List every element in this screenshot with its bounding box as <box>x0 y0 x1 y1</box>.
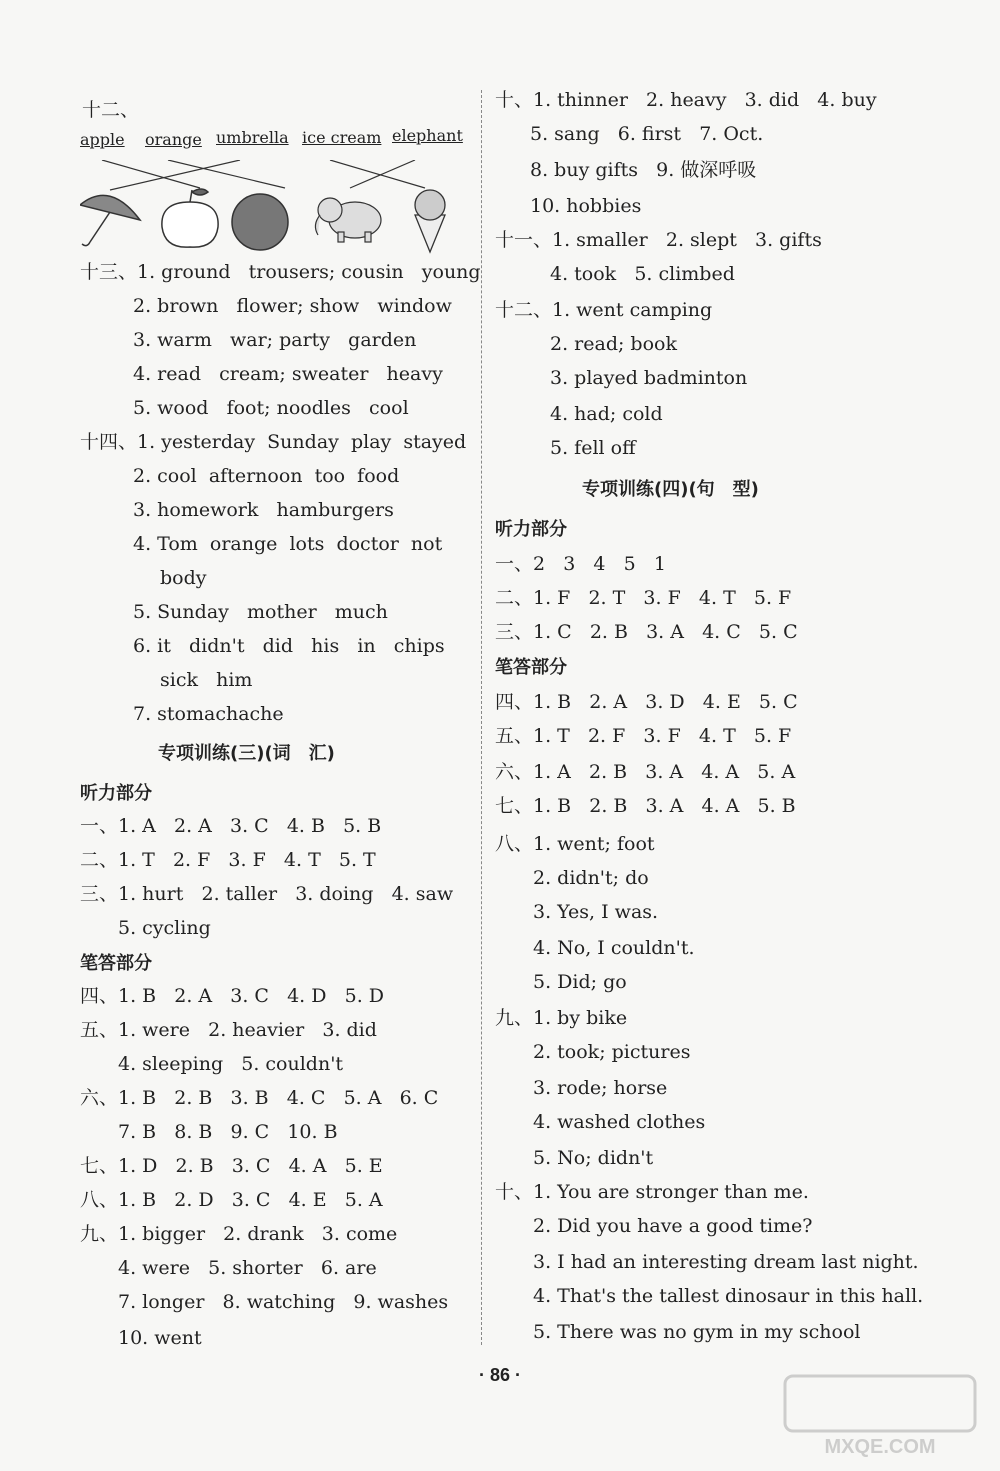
answer-line: 四、1. B 2. A 3. D 4. E 5. C <box>495 691 798 713</box>
answer-line: 四、1. B 2. A 3. C 4. D 5. D <box>80 985 385 1007</box>
section-title-4: 专项训练(四)(句 型) <box>582 479 759 500</box>
answer-line: 八、1. B 2. D 3. C 4. E 5. A <box>80 1189 383 1211</box>
answer-line: 3. rode; horse <box>533 1077 668 1099</box>
page-number: · 86 · <box>478 1365 521 1385</box>
listening-heading-right: 听力部分 <box>495 519 567 540</box>
answer-line: 八、1. went; foot <box>495 833 655 855</box>
answer-line: 5. sang 6. first 7. Oct. <box>530 123 764 145</box>
answer-line: 3. Yes, I was. <box>533 901 659 923</box>
section-12-heading: 十二、 <box>82 99 140 121</box>
answer-line: 4. washed clothes <box>533 1111 706 1133</box>
answer-line: body <box>160 567 207 589</box>
answer-line: 4. read cream; sweater heavy <box>133 363 443 385</box>
answer-line: 4. That's the tallest dinosaur in this hall. <box>533 1285 924 1307</box>
answer-line: 五、1. were 2. heavier 3. did <box>80 1019 377 1041</box>
answer-line: 7. longer 8. watching 9. washes <box>118 1291 449 1313</box>
answer-line: 8. buy gifts 9. 做深呼吸 <box>530 159 757 181</box>
answer-line: 5. cycling <box>118 917 211 939</box>
answer-line: 一、2 3 4 5 1 <box>495 553 666 575</box>
answer-line: 七、1. B 2. B 3. A 4. A 5. B <box>495 795 796 817</box>
matching-lines <box>102 160 425 190</box>
answer-line: 十、1. thinner 2. heavy 3. did 4. buy <box>495 89 877 111</box>
answer-line: 3. homework hamburgers <box>133 499 394 521</box>
answer-line: 10. went <box>118 1327 202 1349</box>
answer-line: 4. had; cold <box>550 403 663 425</box>
writing-heading-left: 笔答部分 <box>80 953 152 974</box>
answer-line: 3. I had an interesting dream last night. <box>533 1251 919 1273</box>
answer-line: 3. played badminton <box>550 367 748 389</box>
answer-line: 三、1. hurt 2. taller 3. doing 4. saw <box>80 883 454 905</box>
answer-line: 3. warm war; party garden <box>133 329 417 351</box>
answer-line: 三、1. C 2. B 3. A 4. C 5. C <box>495 621 798 643</box>
answer-line: 六、1. A 2. B 3. A 4. A 5. A <box>495 761 796 783</box>
elephant-icon <box>315 198 381 242</box>
word-apple: apple <box>80 130 125 149</box>
answer-line: 2. cool afternoon too food <box>133 465 400 487</box>
answer-line: 4. No, I couldn't. <box>533 937 695 959</box>
answer-line: 4. Tom orange lots doctor not <box>133 533 443 555</box>
svg-text:MXQE.COM: MXQE.COM <box>824 1436 936 1458</box>
word-umbrella: umbrella <box>216 128 289 147</box>
answer-line: 十三、1. ground trousers; cousin young <box>80 261 481 283</box>
answer-line: 2. didn't; do <box>533 867 649 889</box>
answer-line: 5. fell off <box>550 437 636 459</box>
answer-line: 6. it didn't did his in chips <box>133 635 445 657</box>
answer-line: 2. took; pictures <box>533 1041 691 1063</box>
answer-line: 5. wood foot; noodles cool <box>133 397 409 419</box>
answer-line: 一、1. A 2. A 3. C 4. B 5. B <box>80 815 382 837</box>
word-elephant: elephant <box>392 126 463 145</box>
ice-cream-icon <box>415 190 445 252</box>
matching-pictures <box>80 160 460 255</box>
answer-line: 5. Did; go <box>533 971 627 993</box>
answer-line: 十、1. You are stronger than me. <box>495 1181 809 1203</box>
answer-line: 二、1. F 2. T 3. F 4. T 5. F <box>495 587 792 609</box>
answer-line: 九、1. bigger 2. drank 3. come <box>80 1223 398 1245</box>
answer-line: 5. There was no gym in my school <box>533 1321 861 1343</box>
answer-line: 五、1. T 2. F 3. F 4. T 5. F <box>495 725 792 747</box>
answer-line: 2. Did you have a good time? <box>533 1215 813 1237</box>
word-ice-cream: ice cream <box>302 128 382 147</box>
writing-heading-right: 笔答部分 <box>495 657 567 678</box>
answer-line: 5. Sunday mother much <box>133 601 388 623</box>
apple-icon <box>162 189 218 247</box>
answer-line: 7. stomachache <box>133 703 284 725</box>
answer-line: 4. took 5. climbed <box>550 263 735 285</box>
answer-line: 2. read; book <box>550 333 677 355</box>
orange-icon <box>232 194 288 250</box>
answer-line: 七、1. D 2. B 3. C 4. A 5. E <box>80 1155 383 1177</box>
answer-line: 十四、1. yesterday Sunday play stayed <box>80 431 467 453</box>
answer-line: 二、1. T 2. F 3. F 4. T 5. T <box>80 849 376 871</box>
answer-line: 九、1. by bike <box>495 1007 628 1029</box>
column-divider <box>481 90 482 1345</box>
section-title-3: 专项训练(三)(词 汇) <box>158 743 335 764</box>
umbrella-icon <box>80 195 140 245</box>
word-orange: orange <box>145 130 202 149</box>
answer-line: 10. hobbies <box>530 195 642 217</box>
answer-line: sick him <box>160 669 253 691</box>
answer-line: 4. sleeping 5. couldn't <box>118 1053 344 1075</box>
answer-line: 7. B 8. B 9. C 10. B <box>118 1121 338 1143</box>
answer-line: 六、1. B 2. B 3. B 4. C 5. A 6. C <box>80 1087 439 1109</box>
answer-line: 十二、1. went camping <box>495 299 713 321</box>
listening-heading-left: 听力部分 <box>80 783 152 804</box>
answer-line: 4. were 5. shorter 6. are <box>118 1257 377 1279</box>
answer-line: 2. brown flower; show window <box>133 295 452 317</box>
answer-line: 5. No; didn't <box>533 1147 654 1169</box>
watermark-logo <box>780 1371 980 1461</box>
answer-line: 十一、1. smaller 2. slept 3. gifts <box>495 229 822 251</box>
